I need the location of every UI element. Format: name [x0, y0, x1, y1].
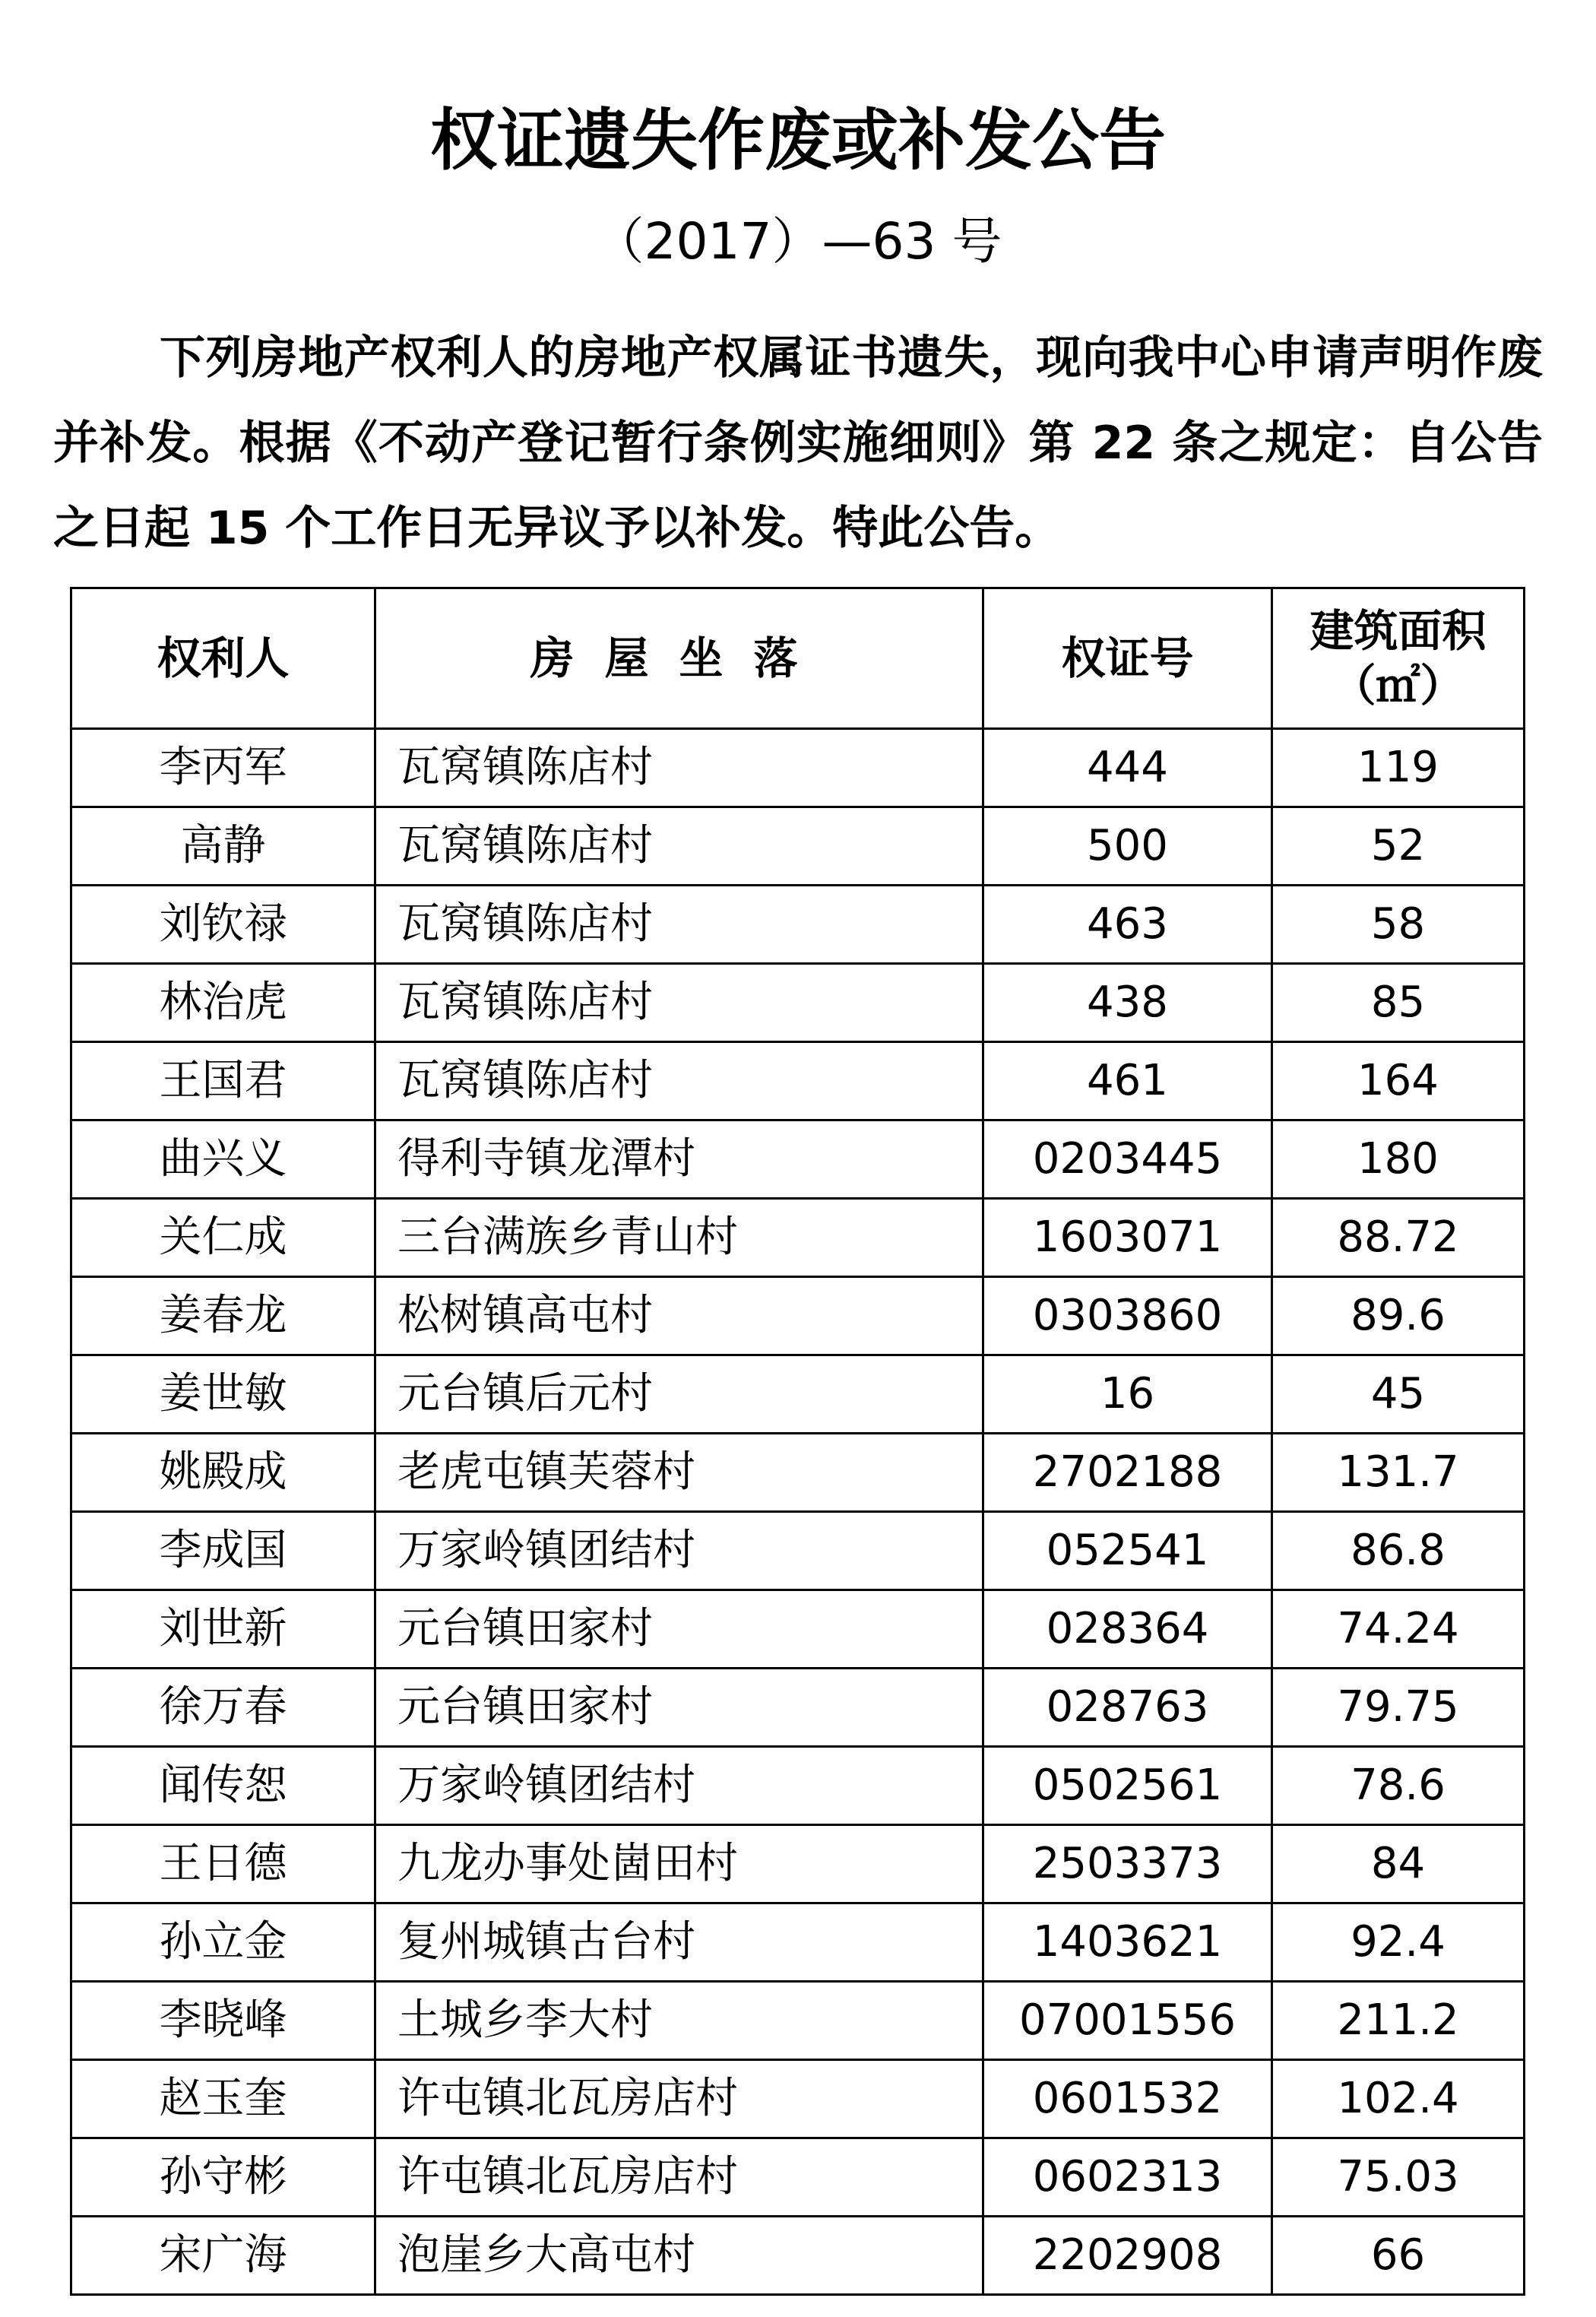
- table-row: [71, 1590, 1525, 1669]
- owner-cell: 高静: [71, 807, 375, 886]
- loc-cell: 复州城镇古台村: [375, 1903, 983, 1982]
- loc-cell: 瓦窝镇陈店村: [375, 964, 983, 1042]
- area-cell: 85: [1272, 964, 1525, 1042]
- table-row: [71, 807, 1525, 886]
- owner-cell: 孙立金: [71, 1903, 375, 1982]
- notice-title: 权证遗失作废或补发公告: [429, 101, 1166, 179]
- loc-cell: 元台镇田家村: [375, 1669, 983, 1747]
- certificate-table: [70, 587, 1525, 2296]
- cert-cell: 2202908: [983, 2217, 1272, 2295]
- owner-cell: 刘钦禄: [71, 886, 375, 964]
- cert-cell: 2702188: [983, 1434, 1272, 1512]
- cert-cell: 461: [983, 1042, 1272, 1120]
- owner-cell: 赵玉奎: [71, 2060, 375, 2138]
- table-row: [71, 1042, 1525, 1120]
- owner-cell: 孙守彬: [71, 2138, 375, 2217]
- area-cell: 88.72: [1272, 1199, 1525, 1277]
- area-cell: 211.2: [1272, 1982, 1525, 2060]
- cert-cell: 0601532: [983, 2060, 1272, 2138]
- header-location-label: 房屋坐落: [530, 632, 828, 684]
- header-cert: 权证号: [983, 588, 1272, 729]
- owner-cell: 王日德: [71, 1825, 375, 1903]
- area-cell: 180: [1272, 1120, 1525, 1199]
- loc-cell: 瓦窝镇陈店村: [375, 886, 983, 964]
- owner-cell: 曲兴义: [71, 1120, 375, 1199]
- cert-cell: 0303860: [983, 1277, 1272, 1355]
- area-cell: 79.75: [1272, 1669, 1525, 1747]
- notice-intro: 下列房地产权利人的房地产权属证书遗失，现向我中心申请声明作废并补发。根据《不动产登记暂行条例实施细则》第 22 条之规定：自公告之日起 15 个工作日无异议予以补发。特此公告。: [53, 331, 1543, 555]
- area-cell: 74.24: [1272, 1590, 1525, 1669]
- table-row: [71, 1825, 1525, 1903]
- cert-cell: 052541: [983, 1512, 1272, 1590]
- area-cell: 66: [1272, 2217, 1525, 2295]
- loc-cell: 元台镇后元村: [375, 1355, 983, 1434]
- table-header-row: [71, 588, 1525, 729]
- loc-cell: 瓦窝镇陈店村: [375, 1042, 983, 1120]
- header-area-label: 建筑面积: [1309, 605, 1487, 657]
- loc-cell: 万家岭镇团结村: [375, 1512, 983, 1590]
- area-cell: 92.4: [1272, 1903, 1525, 1982]
- header-area: [1272, 588, 1525, 729]
- cert-cell: 028763: [983, 1669, 1272, 1747]
- table-row: [71, 1355, 1525, 1434]
- table-row: [71, 1669, 1525, 1747]
- cert-cell: 1403621: [983, 1903, 1272, 1982]
- owner-cell: 姜世敏: [71, 1355, 375, 1434]
- area-cell: 131.7: [1272, 1434, 1525, 1512]
- area-cell: 78.6: [1272, 1747, 1525, 1825]
- owner-cell: 李丙军: [71, 729, 375, 807]
- area-cell: 89.6: [1272, 1277, 1525, 1355]
- owner-cell: 闻传恕: [71, 1747, 375, 1825]
- cert-cell: 028364: [983, 1590, 1272, 1669]
- loc-cell: 老虎屯镇芙蓉村: [375, 1434, 983, 1512]
- table-row: [71, 964, 1525, 1042]
- loc-cell: 万家岭镇团结村: [375, 1747, 983, 1825]
- area-cell: 119: [1272, 729, 1525, 807]
- owner-cell: 李成国: [71, 1512, 375, 1590]
- notice-number: （2017）—63 号: [594, 212, 1002, 271]
- cert-cell: 2503373: [983, 1825, 1272, 1903]
- table-row: [71, 729, 1525, 807]
- cert-cell: 0502561: [983, 1747, 1272, 1825]
- cert-cell: 444: [983, 729, 1272, 807]
- cert-cell: 1603071: [983, 1199, 1272, 1277]
- cert-cell: 438: [983, 964, 1272, 1042]
- cert-cell: 500: [983, 807, 1272, 886]
- owner-cell: 姜春龙: [71, 1277, 375, 1355]
- loc-cell: 得利寺镇龙潭村: [375, 1120, 983, 1199]
- table-row: [71, 1199, 1525, 1277]
- cert-cell: 07001556: [983, 1982, 1272, 2060]
- area-cell: 102.4: [1272, 2060, 1525, 2138]
- header-area-unit: （㎡）: [1332, 660, 1465, 712]
- owner-cell: 林治虎: [71, 964, 375, 1042]
- owner-cell: 徐万春: [71, 1669, 375, 1747]
- area-cell: 86.8: [1272, 1512, 1525, 1590]
- area-cell: 52: [1272, 807, 1525, 886]
- owner-cell: 王国君: [71, 1042, 375, 1120]
- table-row: [71, 1747, 1525, 1825]
- owner-cell: 刘世新: [71, 1590, 375, 1669]
- loc-cell: 瓦窝镇陈店村: [375, 807, 983, 886]
- header-location: [375, 588, 983, 729]
- owner-cell: 关仁成: [71, 1199, 375, 1277]
- loc-cell: 松树镇高屯村: [375, 1277, 983, 1355]
- header-owner: 权利人: [71, 588, 375, 729]
- loc-cell: 许屯镇北瓦房店村: [375, 2138, 983, 2217]
- loc-cell: 瓦窝镇陈店村: [375, 729, 983, 807]
- table-row: [71, 1512, 1525, 1590]
- table-row: [71, 886, 1525, 964]
- table-row: [71, 1277, 1525, 1355]
- area-cell: 45: [1272, 1355, 1525, 1434]
- owner-cell: 宋广海: [71, 2217, 375, 2295]
- loc-cell: 三台满族乡青山村: [375, 1199, 983, 1277]
- loc-cell: 九龙办事处崮田村: [375, 1825, 983, 1903]
- table-row: [71, 2138, 1525, 2217]
- owner-cell: 姚殿成: [71, 1434, 375, 1512]
- loc-cell: 许屯镇北瓦房店村: [375, 2060, 983, 2138]
- owner-cell: 李晓峰: [71, 1982, 375, 2060]
- table-row: [71, 1903, 1525, 1982]
- loc-cell: 泡崖乡大高屯村: [375, 2217, 983, 2295]
- table-row: [71, 2060, 1525, 2138]
- table-body: [71, 729, 1525, 2295]
- cert-cell: 16: [983, 1355, 1272, 1434]
- loc-cell: 土城乡李大村: [375, 1982, 983, 2060]
- table-row: [71, 1982, 1525, 2060]
- area-cell: 75.03: [1272, 2138, 1525, 2217]
- cert-cell: 0203445: [983, 1120, 1272, 1199]
- table-row: [71, 1120, 1525, 1199]
- cert-cell: 0602313: [983, 2138, 1272, 2217]
- table-row: [71, 1434, 1525, 1512]
- area-cell: 164: [1272, 1042, 1525, 1120]
- table-row: [71, 2217, 1525, 2295]
- cert-cell: 463: [983, 886, 1272, 964]
- area-cell: 58: [1272, 886, 1525, 964]
- area-cell: 84: [1272, 1825, 1525, 1903]
- loc-cell: 元台镇田家村: [375, 1590, 983, 1669]
